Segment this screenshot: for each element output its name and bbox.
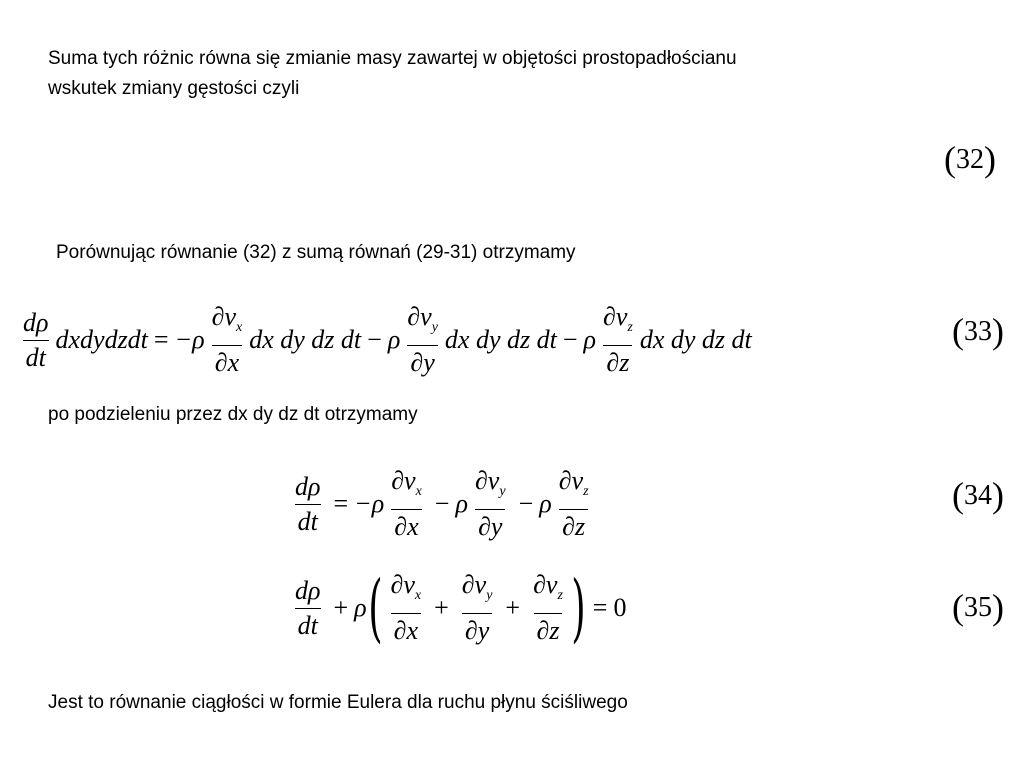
numerator: $\partial v_x$ [391,466,422,499]
equation-number-32: (32) [944,139,996,179]
fraction-dvx-dx [388,466,425,542]
denominator: dt [295,504,321,537]
zero: 0 [613,593,627,622]
numerator: $\partial v_y$ [461,570,493,603]
denominator: ∂z [603,345,632,378]
denominator: ∂z [559,509,588,542]
right-paren: ) [571,565,586,651]
equation-35 [288,565,627,651]
numerator: $\partial v_y$ [474,466,506,499]
equals-sign: = [153,325,169,354]
equation-34 [288,466,596,542]
denominator: ∂x [391,509,421,542]
minus-rho: −ρ [354,489,385,518]
denominator: dt [23,340,49,373]
fraction-dvz-dz [600,302,636,378]
paragraph-conclusion: Jest to równanie ciągłości w formie Eulera dla ruchu płynu ściśliwego [48,692,628,713]
minus-sign: − [367,325,382,354]
denominator: ∂x [391,613,421,646]
left-paren: ( [367,565,383,651]
equals-sign: = [592,593,608,622]
fraction-dvz-dz [556,466,592,542]
fraction-drho-dt [292,472,323,537]
equation-33 [16,302,752,378]
rho: ρ [583,325,596,354]
numerator: dρ [295,471,321,501]
numerator: $\partial v_z$ [602,302,633,335]
equation-number-33: (33) [952,311,1004,351]
rho: ρ [455,489,468,518]
equation-number-34: (34) [952,475,1004,515]
fraction-drho-dt [292,576,323,641]
numerator: $\partial v_z$ [533,570,563,603]
term-dxdydzdt: dx dy dz dt [639,325,752,354]
plus-sign: + [434,593,449,622]
denominator: ∂y [475,509,505,542]
paragraph-comparison: Porównując równanie (32) z sumą równań (29-31) otrzymamy [56,242,576,263]
fraction-dvz-dz [530,570,566,646]
denominator: ∂x [212,345,242,378]
fraction-dvy-dy [459,570,496,646]
fraction-dvy-dy [472,466,509,542]
term-dxdydzdt: dx dy dz dt [444,325,557,354]
plus-sign: + [333,593,349,622]
numerator: $\partial v_y$ [407,302,438,335]
numerator: dρ [23,307,49,337]
denominator: dt [295,608,321,641]
paragraph-intro-line1: Suma tych różnic równa się zmianie masy zawartej w objętości prostopadłościanu [48,48,737,69]
minus-sign: − [562,325,578,354]
denominator: ∂y [462,613,492,646]
numerator: dρ [295,575,321,605]
plus-sign: + [505,593,521,622]
minus-rho: −ρ [174,325,205,354]
equation-number-35: (35) [952,587,1004,627]
fraction-dvx-dx [209,302,246,378]
volume-term: dxdydzdt [55,325,148,354]
numerator: $\partial v_z$ [558,466,589,499]
minus-sign: − [434,489,450,518]
equals-sign: = [333,489,349,518]
fraction-dvy-dy [404,302,441,378]
paragraph-division: po podzieleniu przez dx dy dz dt otrzymamy [48,404,418,425]
rho: ρ [539,489,552,518]
minus-sign: − [518,489,534,518]
rho: ρ [354,593,367,622]
numerator: $\partial v_x$ [211,302,243,335]
fraction-drho-dt [20,308,51,373]
denominator: ∂y [407,345,437,378]
denominator: ∂z [534,613,563,646]
paragraph-intro-line2: wskutek zmiany gęstości czyli [48,78,300,99]
term-dxdydzdt: dx dy dz dt [249,325,362,354]
fraction-dvx-dx [388,570,425,646]
numerator: $\partial v_x$ [390,570,422,603]
rho: ρ [387,325,401,354]
